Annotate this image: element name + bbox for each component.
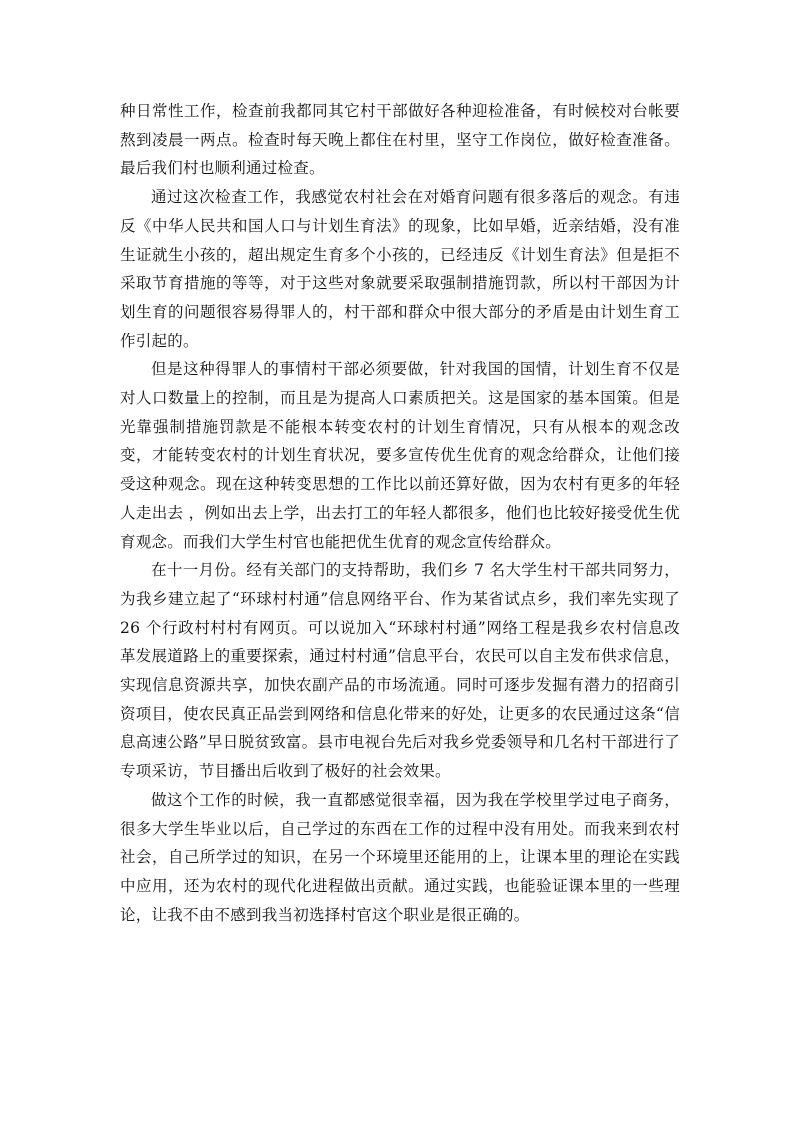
paragraph-national-policy: 但是这种得罪人的事情村干部必须要做，针对我国的国情，计划生育不仅是对人口数量上的控制，而且是为提高人口素质把关。这是国家的基本国策。但是光靠强制措施罚款是不能根本转变农村的计划生育情况，只有从根本的观念改变，才能转变农村的计划生育状况，要多宣传优生优育的观念给群众，让他们接受这种观念。现在这种转变思想的工作比以前还算好做，因为农村有更多的年轻人走出去 ，例如出去上学，出去打工的年轻人都很多，他们也比较好接受优生优育观念。而我们大学生村官也能把优生优育的观念宣传给群众。 xyxy=(120,360,680,551)
paragraph-reflection: 做这个工作的时候，我一直都感觉很幸福，因为我在学校里学过电子商务，很多大学生毕业以后，自己学过的东西在工作的过程中没有用处。而我来到农村社会，自己所学过的知识，在另一个环境里还能用的上，让课本里的理论在实践中应用，还为农村的现代化进程做出贡献。通过实践，也能验证课本里的一些理论，让我不由不感到我当初选择村官这个职业是很正确的。 xyxy=(120,790,680,924)
paragraph-continuation: 种日常性工作，检查前我都同其它村干部做好各种迎检准备，有时候校对台帐要熬到凌晨一两点。检查时每天晚上都住在村里，坚守工作岗位，做好检查准备。最后我们村也顺利通过检查。 xyxy=(120,102,680,178)
paragraph-network-platform: 在十一月份。经有关部门的支持帮助，我们乡 7 名大学生村干部共同努力，为我乡建立起了“环球村村通”信息网络平台、作为某省试点乡，我们率先实现了 26 个行政村村村有网页。可以说加入“环球村村通”网络工程是我乡农村信息改革发展道路上的重要探索，通过村村通”信息平台，农民可以自主发布供求信息，实现信息资源共享，加快农副产品的市场流通。同时可逐步发掘有潜力的招商引资项目，使农民真正品尝到网络和信息化带来的好处，让更多的农民通过这条“信息高速公路”早日脱贫致富。县市电视台先后对我乡党委领导和几名村干部进行了专项采访，节目播出后收到了极好的社会效果。 xyxy=(120,561,680,781)
paragraph-family-planning-views: 通过这次检查工作，我感觉农村社会在对婚育问题有很多落后的观念。有违反《中华人民共和国人口与计划生育法》的现象，比如早婚，近亲结婚，没有准生证就生小孩的，超出规定生育多个小孩的，已经违反《计划生育法》但是拒不采取节育措施的等等，对于这些对象就要采取强制措施罚款，所以村干部因为计划生育的问题很容易得罪人的，村干部和群众中很大部分的矛盾是由计划生育工作引起的。 xyxy=(120,188,680,350)
document-page xyxy=(120,97,680,929)
